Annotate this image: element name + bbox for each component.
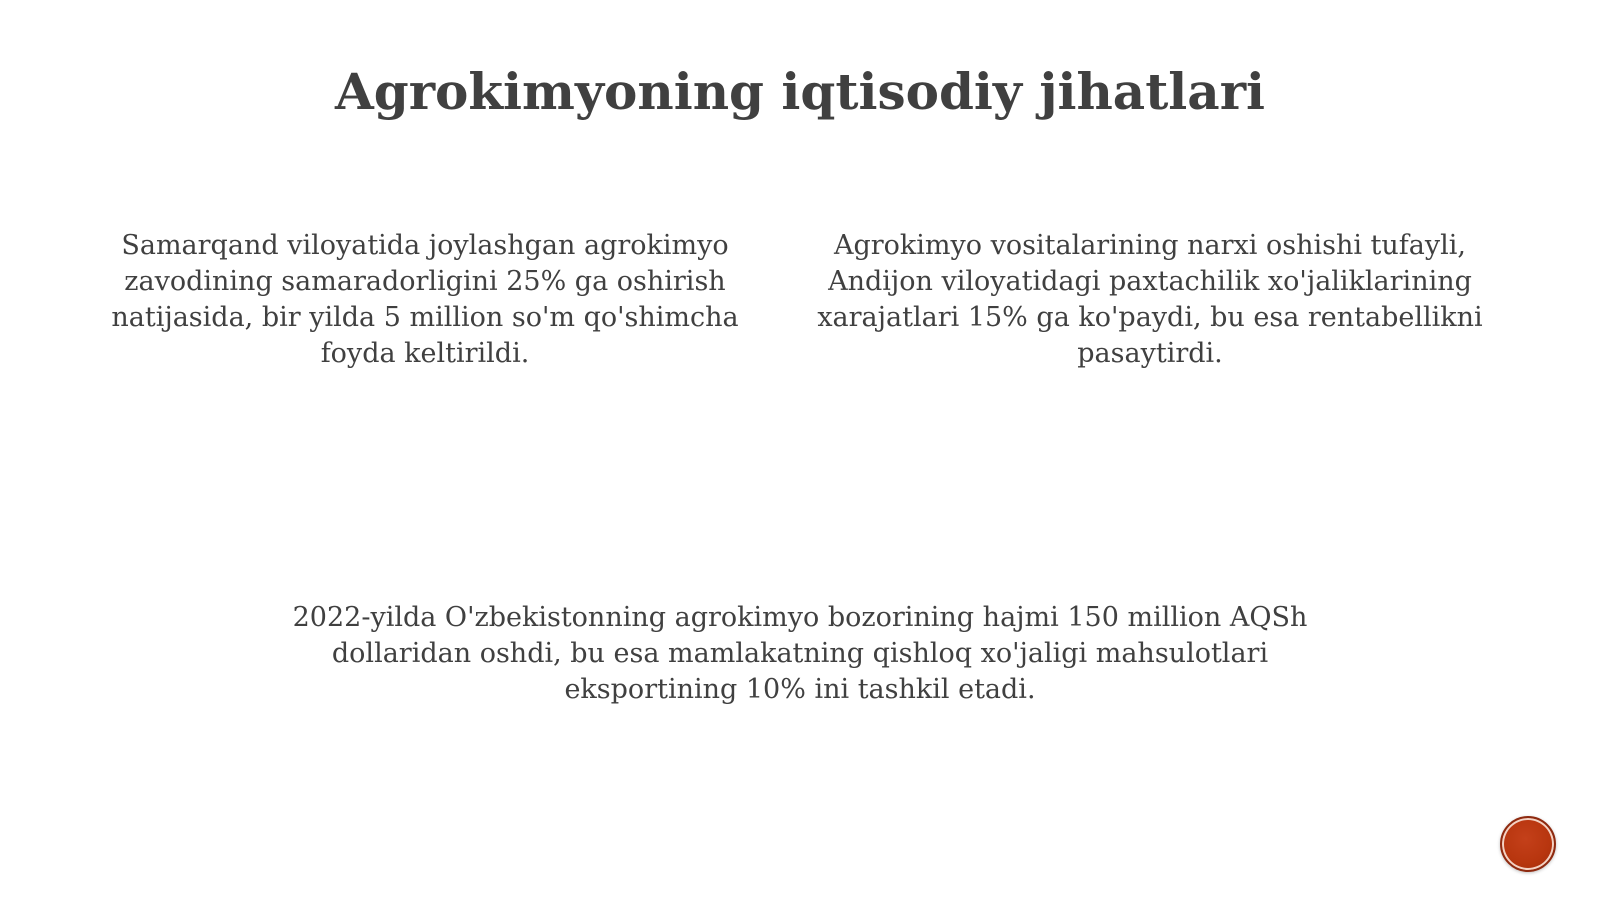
slide-title: Agrokimyoning iqtisodiy jihatlari xyxy=(334,62,1266,121)
slide-nav-button[interactable] xyxy=(1500,816,1556,872)
text-block-bottom: 2022-yilda O'zbekistonning agrokimyo bozorining hajmi 150 million AQSh dollaridan oshdi, bu esa mamlakatning qishloq xo'jaligi mahsulotlari eksportining 10% ini tashkil etadi. xyxy=(292,602,1308,705)
text-block-left: Samarqand viloyatida joylashgan agrokimyo zavodining samaradorligini 25% ga oshirish natijasida, bir yilda 5 million so'm qo'shimcha foyda keltirildi. xyxy=(111,230,739,369)
text-block-right: Agrokimyo vositalarining narxi oshishi tufayli, Andijon viloyatidagi paxtachilik xo'jaliklarining xarajatlari 15% ga ko'paydi, bu esa rentabellikni pasaytirdi. xyxy=(817,230,1483,369)
